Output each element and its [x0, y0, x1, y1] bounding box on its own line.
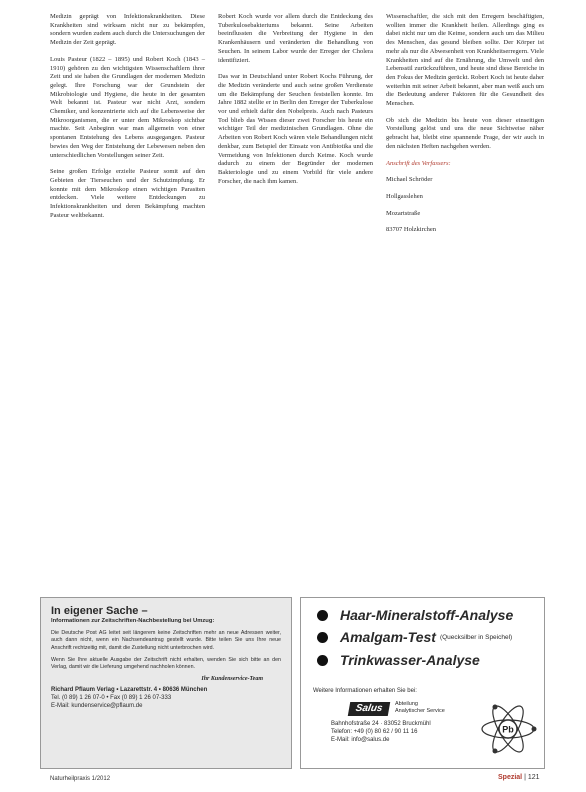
pb-label: Pb	[502, 724, 514, 735]
notice-signature: Ihr Kundenservice-Team	[201, 676, 263, 683]
publisher-email[interactable]: E-Mail: kundenservice@pflaum.de	[51, 702, 143, 709]
publisher-notice-box	[40, 597, 292, 769]
notice-paragraph: Wenn Sie Ihre aktuelle Ausgabe der Zeitschrift nicht erhalten, wenden Sie sich bitte an den Verlag, damit wir die Lieferung umgehend nachholen können.	[51, 656, 281, 671]
article-column-3	[386, 13, 544, 243]
page-number: | 121	[524, 774, 540, 781]
article-paragraph: Medizin geprägt von Infektionskrankheiten. Diese Krankheiten sind wirksam nicht nur zu bekämpfen, sondern wurden zudem auch durch die Untersuchungen der Medizin der Zeit geprägt.	[50, 13, 205, 47]
atom-icon	[479, 698, 537, 760]
analysis-title: Haar-Mineralstoff-Analyse	[340, 607, 514, 623]
salus-intro-text: Weitere Informationen erhalten Sie bei:	[313, 688, 417, 694]
article-paragraph: Ob sich die Medizin bis heute von dieser einseitigen Vorstellung gelöst und uns die neue Sichtweise näher gebracht hat, bleibt eine spannende Frage, der wir auch in den nächsten Heften nachgehen werden.	[386, 116, 544, 150]
salus-tagline-line: Analytischer Service	[395, 708, 445, 714]
bullet-icon	[317, 610, 328, 621]
salus-advert-box	[300, 597, 545, 769]
footer-page-info	[498, 774, 540, 781]
publisher-phone: Tel. (0 89) 1 26 07-0 • Fax (0 89) 1 26 07-333	[51, 694, 172, 701]
article-paragraph: Das war in Deutschland unter Robert Kochs Führung, der die Medizin veränderte und auch seine großen Verdienste um die Bekämpfung der Seuchen feststellen konnte. Im Jahre 1882 stellte er in Berlin den Erreger der Tuberkulose vor und erhielt dafür den Nobelpreis. Auch nach Pasteurs Tod blieb das Wissen dieser zwei Forscher bis heute ein wichtiger Teil der medizinischen Grundlagen. Ohne die Arbeiten von Robert Koch wären viele Behandlungen nicht denkbar, zum Beispiel der Einsatz von Antibiotika und die Vermeidung von Infektionen durch Keime. Koch wurde dadurch zu einem der Begründer der modernen Bakteriologie und zu einem Vorbild für viele andere Forscher, die nach ihm kamen.	[218, 73, 373, 185]
bullet-icon	[317, 655, 328, 666]
publisher-address	[51, 686, 281, 710]
salus-address-line: Bahnhofstraße 24 · 83052 Bruckmühl	[331, 721, 431, 727]
analysis-note: (Quecksilber in Speichel)	[439, 633, 513, 641]
author-line: Mozartstraße	[386, 209, 421, 217]
publisher-address-line: Richard Pflaum Verlag • Lazarettstr. 4 • 80636 München	[51, 686, 208, 693]
analysis-item	[317, 629, 512, 645]
bullet-icon	[317, 632, 328, 643]
analysis-title: Amalgam-Test	[340, 629, 436, 645]
salus-address	[331, 720, 431, 744]
notice-paragraph: Die Deutsche Post AG leitet seit längerem keine Zeitschriften mehr an neue Adressen weiter, auch dann nicht, wenn ein Nachsendeantrag gestellt wurde. Bitte teilen Sie uns Ihre neue Anschrift rechtzeitig mit, damit die Zustellung nicht unterbrochen wird.	[51, 630, 281, 651]
article-column-2	[218, 13, 373, 194]
author-line: 83707 Holzkirchen	[386, 226, 437, 234]
author-line: Michael Schröder	[386, 176, 433, 184]
footer-section: Spezial	[498, 774, 523, 781]
article-paragraph: Robert Koch wurde vor allem durch die Entdeckung des Tuberkulosebakteriums bekannt. Seine Arbeiten beeinflussten die Verbreitung der Hygiene in den Krankenhäusern und veränderten die Behandlung von Seuchen. In seinem Labor wurde der Erreger der Cholera identifiziert.	[218, 13, 373, 64]
notice-body	[51, 630, 281, 684]
article-paragraph: Wissenschaftler, die sich mit den Erregern beschäftigten, wollten immer die Krankheit heilen. Allerdings ging es dabei nicht nur um die Keime, sondern auch um das Milieu des Menschen, das gesund bleiben sollte. Der Körper ist mehr als nur die Abwesenheit von Krankheitserregern. Viele Krankheiten sind auf die Ernährung, die Umwelt und den Lebensstil zurückzuführen, und heute sind diese Bereiche in den Fokus der Medizin gerückt. Robert Koch ist heute daher weiterhin mit seiner Arbeit bekannt, aber man weiß auch um die Bedeutung anderer Faktoren für die Gesundheit des Menschen.	[386, 13, 544, 108]
salus-logo: Salus	[348, 702, 390, 716]
article-column-1	[50, 13, 205, 228]
salus-tagline	[395, 701, 445, 715]
notice-heading: In eigener Sache –	[51, 605, 148, 617]
author-heading: Anschrift des Verfassers:	[386, 159, 451, 167]
article-paragraph: Seine großen Erfolge erzielte Pasteur somit auf den Gebieten der Tierseuchen und der Schutzimpfung. Er konnte mit dem Mikroskop einen wichtigen Parasiten entdecken. Viele weitere Entdeckungen zu Infektionskrankheiten und deren Bekämpfung machten Pasteur weltbekannt.	[50, 168, 205, 219]
analysis-title: Trinkwasser-Analyse	[340, 652, 480, 668]
notice-subheading: Informationen zur Zeitschriften-Nachbestellung bei Umzug:	[51, 618, 215, 624]
analysis-item	[317, 607, 513, 623]
footer-publication: Naturheilpraxis 1/2012	[50, 776, 111, 782]
analysis-item	[317, 652, 480, 668]
article-paragraph: Louis Pasteur (1822 – 1895) und Robert Koch (1843 – 1910) gehören zu den wichtigsten Wissenschaftlern ihrer Zeit und sie haben die Grundlagen der modernen Medizin gelegt. Ihre Forschung war der Grundstein der Mikrobiologie und Hygiene, die heute in der gesamten Welt bekannt ist. Pasteur war nicht Arzt, sondern Chemiker, und konzentrierte sich auf die Lebensweise der Mikroorganismen, die er unter dem Mikroskop sichtbar machte. Seit Anbeginn war man allgemein von einer spontanen Entstehung des Lebens ausgegangen. Pasteur bewies den Weg der Entstehung der Lebewesen neben den unterschiedlichen Vorstellungen seiner Zeit.	[50, 55, 205, 159]
author-line: Hollgasslehen	[386, 192, 423, 200]
salus-tagline-line: Abteilung	[395, 701, 418, 707]
salus-email[interactable]: E-Mail: info@salus.de	[331, 737, 390, 743]
salus-phone: Telefon: +49 (0) 80 62 / 90 11 16	[331, 729, 418, 735]
